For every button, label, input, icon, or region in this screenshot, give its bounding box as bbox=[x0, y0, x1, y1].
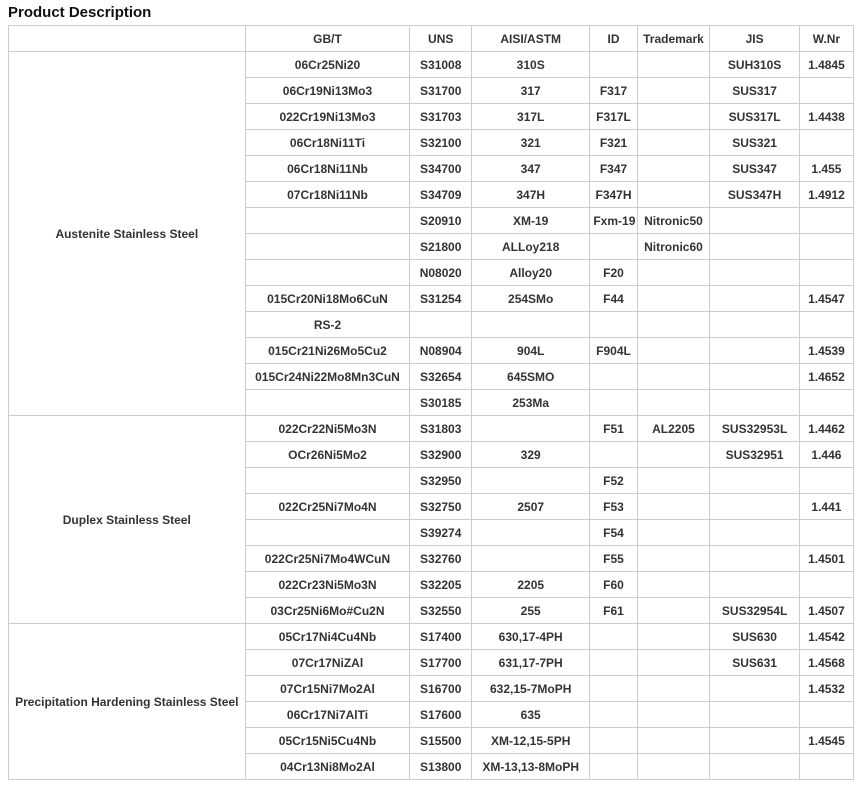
table-cell: 2205 bbox=[472, 572, 590, 598]
table-cell: Fxm-19 bbox=[590, 208, 637, 234]
table-cell bbox=[637, 572, 710, 598]
table-cell: 015Cr24Ni22Mo8Mn3CuN bbox=[245, 364, 410, 390]
table-cell bbox=[710, 260, 800, 286]
table-cell bbox=[590, 702, 637, 728]
table-cell bbox=[637, 442, 710, 468]
table-cell: S32205 bbox=[410, 572, 472, 598]
table-cell: S17400 bbox=[410, 624, 472, 650]
table-cell bbox=[472, 468, 590, 494]
table-cell bbox=[799, 260, 853, 286]
table-cell bbox=[637, 338, 710, 364]
table-cell: RS-2 bbox=[245, 312, 410, 338]
table-cell bbox=[637, 156, 710, 182]
table-cell: 904L bbox=[472, 338, 590, 364]
table-cell: 1.4912 bbox=[799, 182, 853, 208]
table-cell: SUS631 bbox=[710, 650, 800, 676]
table-cell: 06Cr25Ni20 bbox=[245, 52, 410, 78]
table-cell bbox=[710, 468, 800, 494]
table-cell: 022Cr25Ni7Mo4N bbox=[245, 494, 410, 520]
table-cell bbox=[590, 442, 637, 468]
table-cell bbox=[637, 468, 710, 494]
table-cell: F317 bbox=[590, 78, 637, 104]
table-cell bbox=[472, 312, 590, 338]
table-cell: F347H bbox=[590, 182, 637, 208]
table-cell bbox=[710, 208, 800, 234]
table-cell: S32760 bbox=[410, 546, 472, 572]
table-cell: 1.441 bbox=[799, 494, 853, 520]
table-cell bbox=[710, 338, 800, 364]
table-cell bbox=[590, 676, 637, 702]
table-cell bbox=[799, 390, 853, 416]
table-cell bbox=[710, 546, 800, 572]
table-cell: 1.4568 bbox=[799, 650, 853, 676]
table-cell bbox=[710, 364, 800, 390]
table-cell: SUS317 bbox=[710, 78, 800, 104]
table-cell: S32750 bbox=[410, 494, 472, 520]
table-cell: 1.4501 bbox=[799, 546, 853, 572]
table-cell bbox=[245, 234, 410, 260]
table-cell: 06Cr18Ni11Nb bbox=[245, 156, 410, 182]
table-cell: 255 bbox=[472, 598, 590, 624]
table-cell: S34700 bbox=[410, 156, 472, 182]
table-cell: 1.4438 bbox=[799, 104, 853, 130]
table-cell bbox=[245, 390, 410, 416]
table-cell: SUS347 bbox=[710, 156, 800, 182]
table-cell bbox=[590, 234, 637, 260]
table-cell: Nitronic60 bbox=[637, 234, 710, 260]
table-cell bbox=[637, 624, 710, 650]
table-cell bbox=[710, 728, 800, 754]
table-body bbox=[9, 52, 854, 780]
table-cell: S17700 bbox=[410, 650, 472, 676]
table-cell: AL2205 bbox=[637, 416, 710, 442]
table-cell bbox=[799, 702, 853, 728]
header-cell-wnr: W.Nr bbox=[799, 26, 853, 52]
table-cell: 1.4547 bbox=[799, 286, 853, 312]
table-cell bbox=[637, 390, 710, 416]
table-cell: S39274 bbox=[410, 520, 472, 546]
table-cell bbox=[410, 312, 472, 338]
table-cell: S20910 bbox=[410, 208, 472, 234]
table-cell: SUS32954L bbox=[710, 598, 800, 624]
table-cell: S32950 bbox=[410, 468, 472, 494]
table-cell bbox=[799, 520, 853, 546]
table-cell: S13800 bbox=[410, 754, 472, 780]
table-cell: S32550 bbox=[410, 598, 472, 624]
table-cell: SUS347H bbox=[710, 182, 800, 208]
table-cell bbox=[637, 546, 710, 572]
table-cell: 347H bbox=[472, 182, 590, 208]
header-cell-id: ID bbox=[590, 26, 637, 52]
table-cell: F52 bbox=[590, 468, 637, 494]
table-cell: 1.4845 bbox=[799, 52, 853, 78]
table-cell bbox=[799, 572, 853, 598]
table-row bbox=[9, 416, 854, 442]
table-cell: 631,17-7PH bbox=[472, 650, 590, 676]
table-cell: 347 bbox=[472, 156, 590, 182]
table-cell bbox=[799, 208, 853, 234]
table-cell: 1.4652 bbox=[799, 364, 853, 390]
table-cell: SUS32953L bbox=[710, 416, 800, 442]
table-cell: F44 bbox=[590, 286, 637, 312]
table-cell: 1.4532 bbox=[799, 676, 853, 702]
table-cell: F54 bbox=[590, 520, 637, 546]
table-cell: F347 bbox=[590, 156, 637, 182]
table-cell bbox=[637, 286, 710, 312]
table-cell: 1.4545 bbox=[799, 728, 853, 754]
table-cell bbox=[590, 754, 637, 780]
table-cell: S31008 bbox=[410, 52, 472, 78]
table-cell bbox=[245, 260, 410, 286]
table-cell: SUS630 bbox=[710, 624, 800, 650]
table-cell bbox=[710, 520, 800, 546]
header-cell-gbt: GB/T bbox=[245, 26, 410, 52]
table-cell: F55 bbox=[590, 546, 637, 572]
table-row bbox=[9, 624, 854, 650]
table-cell: 07Cr15Ni7Mo2Al bbox=[245, 676, 410, 702]
table-cell: 317 bbox=[472, 78, 590, 104]
product-description-table bbox=[8, 25, 854, 780]
table-cell: F317L bbox=[590, 104, 637, 130]
table-cell bbox=[637, 754, 710, 780]
table-cell: F61 bbox=[590, 598, 637, 624]
table-cell: SUS32951 bbox=[710, 442, 800, 468]
table-cell bbox=[637, 312, 710, 338]
table-cell bbox=[590, 364, 637, 390]
table-cell: 632,15-7MoPH bbox=[472, 676, 590, 702]
table-cell bbox=[590, 52, 637, 78]
table-cell: 317L bbox=[472, 104, 590, 130]
table-cell: 05Cr15Ni5Cu4Nb bbox=[245, 728, 410, 754]
table-cell: 1.446 bbox=[799, 442, 853, 468]
table-cell bbox=[472, 546, 590, 572]
table-cell: S31254 bbox=[410, 286, 472, 312]
table-cell bbox=[637, 702, 710, 728]
table-cell: F20 bbox=[590, 260, 637, 286]
table-cell bbox=[710, 494, 800, 520]
table-cell: 321 bbox=[472, 130, 590, 156]
table-cell: XM-13,13-8MoPH bbox=[472, 754, 590, 780]
table-cell bbox=[590, 312, 637, 338]
table-cell: S31803 bbox=[410, 416, 472, 442]
table-cell: F53 bbox=[590, 494, 637, 520]
table-cell: SUS317L bbox=[710, 104, 800, 130]
table-cell bbox=[799, 754, 853, 780]
table-cell: XM-12,15-5PH bbox=[472, 728, 590, 754]
table-cell: 022Cr25Ni7Mo4WCuN bbox=[245, 546, 410, 572]
table-cell bbox=[590, 728, 637, 754]
table-cell: 07Cr18Ni11Nb bbox=[245, 182, 410, 208]
table-cell bbox=[637, 182, 710, 208]
table-cell bbox=[637, 520, 710, 546]
table-cell: Alloy20 bbox=[472, 260, 590, 286]
category-cell: Duplex Stainless Steel bbox=[9, 416, 246, 624]
table-cell: S16700 bbox=[410, 676, 472, 702]
page-title: Product Description bbox=[8, 4, 152, 21]
table-cell: 630,17-4PH bbox=[472, 624, 590, 650]
table-cell: F321 bbox=[590, 130, 637, 156]
header-row bbox=[9, 26, 854, 52]
table-cell: S32654 bbox=[410, 364, 472, 390]
table-cell: OCr26Ni5Mo2 bbox=[245, 442, 410, 468]
table-cell bbox=[590, 390, 637, 416]
table-cell bbox=[637, 494, 710, 520]
table-cell: 1.4539 bbox=[799, 338, 853, 364]
table-cell: 645SMO bbox=[472, 364, 590, 390]
table-cell: 03Cr25Ni6Mo#Cu2N bbox=[245, 598, 410, 624]
table-cell: 04Cr13Ni8Mo2Al bbox=[245, 754, 410, 780]
header-cell-uns: UNS bbox=[410, 26, 472, 52]
table-cell: S34709 bbox=[410, 182, 472, 208]
table-cell bbox=[637, 676, 710, 702]
table-cell: S31703 bbox=[410, 104, 472, 130]
table-cell bbox=[590, 650, 637, 676]
table-cell bbox=[799, 130, 853, 156]
table-cell bbox=[710, 702, 800, 728]
table-cell bbox=[637, 364, 710, 390]
table-cell bbox=[710, 312, 800, 338]
table-cell bbox=[710, 572, 800, 598]
table-cell bbox=[710, 390, 800, 416]
table-cell: N08020 bbox=[410, 260, 472, 286]
table-cell bbox=[710, 286, 800, 312]
table-cell: S31700 bbox=[410, 78, 472, 104]
table-cell: 1.4542 bbox=[799, 624, 853, 650]
table-cell: N08904 bbox=[410, 338, 472, 364]
table-cell: XM-19 bbox=[472, 208, 590, 234]
table-cell bbox=[637, 260, 710, 286]
table-cell bbox=[637, 104, 710, 130]
table-cell: 253Ma bbox=[472, 390, 590, 416]
table-cell: F51 bbox=[590, 416, 637, 442]
table-cell: 329 bbox=[472, 442, 590, 468]
table-cell: SUS321 bbox=[710, 130, 800, 156]
category-cell: Austenite Stainless Steel bbox=[9, 52, 246, 416]
table-cell: 022Cr22Ni5Mo3N bbox=[245, 416, 410, 442]
header-cell-aisi-astm: AISI/ASTM bbox=[472, 26, 590, 52]
table-cell bbox=[245, 468, 410, 494]
table-cell bbox=[710, 676, 800, 702]
table-cell bbox=[637, 130, 710, 156]
table-cell: ALLoy218 bbox=[472, 234, 590, 260]
category-cell: Precipitation Hardening Stainless Steel bbox=[9, 624, 246, 780]
table-cell: 1.4507 bbox=[799, 598, 853, 624]
table-cell: 254SMo bbox=[472, 286, 590, 312]
table-cell bbox=[637, 52, 710, 78]
table-cell bbox=[710, 234, 800, 260]
table-cell: F904L bbox=[590, 338, 637, 364]
table-cell bbox=[799, 312, 853, 338]
table-cell: Nitronic50 bbox=[637, 208, 710, 234]
table-row bbox=[9, 52, 854, 78]
table-cell: 015Cr20Ni18Mo6CuN bbox=[245, 286, 410, 312]
table-cell: S32100 bbox=[410, 130, 472, 156]
table-cell bbox=[637, 78, 710, 104]
table-cell: 022Cr23Ni5Mo3N bbox=[245, 572, 410, 598]
table-header bbox=[9, 26, 854, 52]
table-cell: 022Cr19Ni13Mo3 bbox=[245, 104, 410, 130]
table-cell: 05Cr17Ni4Cu4Nb bbox=[245, 624, 410, 650]
table-cell bbox=[710, 754, 800, 780]
table-cell: SUH310S bbox=[710, 52, 800, 78]
table-cell: 2507 bbox=[472, 494, 590, 520]
table-cell bbox=[637, 650, 710, 676]
table-cell bbox=[637, 598, 710, 624]
table-cell: 635 bbox=[472, 702, 590, 728]
table-cell: S32900 bbox=[410, 442, 472, 468]
header-cell-jis: JIS bbox=[710, 26, 800, 52]
table-cell bbox=[245, 208, 410, 234]
table-cell: S21800 bbox=[410, 234, 472, 260]
header-cell-trademark: Trademark bbox=[637, 26, 710, 52]
table-cell: F60 bbox=[590, 572, 637, 598]
table-cell: 1.4462 bbox=[799, 416, 853, 442]
table-cell: S17600 bbox=[410, 702, 472, 728]
table-cell: 06Cr19Ni13Mo3 bbox=[245, 78, 410, 104]
table-cell: 06Cr17Ni7AlTi bbox=[245, 702, 410, 728]
table-cell: S30185 bbox=[410, 390, 472, 416]
table-cell bbox=[472, 416, 590, 442]
table-cell: 06Cr18Ni11Ti bbox=[245, 130, 410, 156]
table-cell: 310S bbox=[472, 52, 590, 78]
table-cell bbox=[245, 520, 410, 546]
table-cell: 015Cr21Ni26Mo5Cu2 bbox=[245, 338, 410, 364]
table-cell bbox=[637, 728, 710, 754]
header-cell-category bbox=[9, 26, 246, 52]
table-cell: 07Cr17NiZAl bbox=[245, 650, 410, 676]
table-cell bbox=[590, 624, 637, 650]
table-cell: S15500 bbox=[410, 728, 472, 754]
table-cell: 1.455 bbox=[799, 156, 853, 182]
table-cell bbox=[799, 78, 853, 104]
table-cell bbox=[799, 234, 853, 260]
table-cell bbox=[472, 520, 590, 546]
table-cell bbox=[799, 468, 853, 494]
